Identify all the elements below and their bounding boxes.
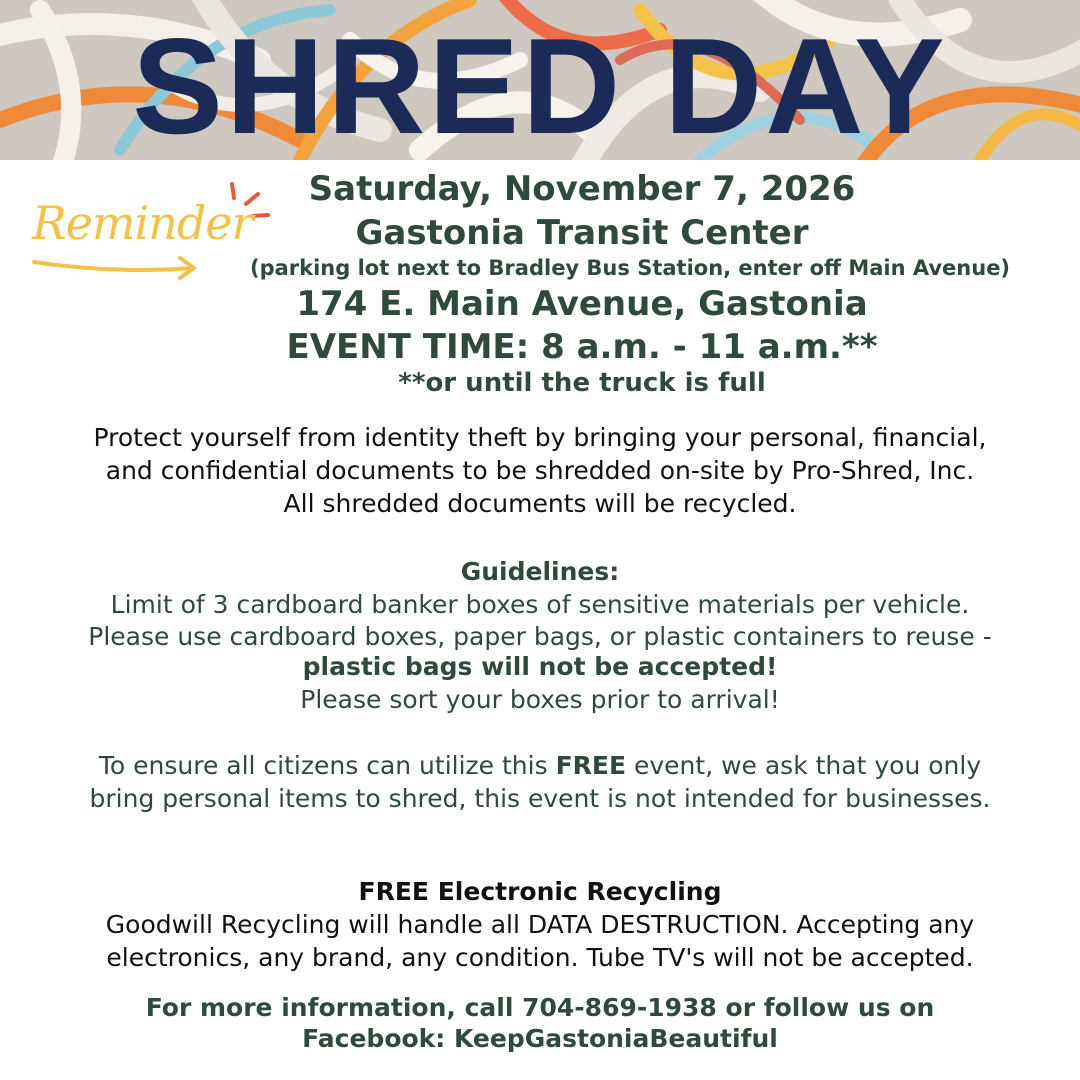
guidelines-line-3: plastic bags will not be accepted! — [302, 652, 778, 681]
electronics-line-1: Goodwill Recycling will handle all DATA DESTRUCTION. Accepting any — [105, 910, 975, 939]
guidelines-line-4: Please sort your boxes prior to arrival! — [300, 685, 780, 714]
free-notice-pre: To ensure all citizens can utilize this — [98, 751, 556, 780]
guidelines-heading: Guidelines: — [460, 557, 620, 586]
shredded-paper-banner — [0, 0, 1080, 160]
contact-line-1: For more information, call 704-869-1938 or follow us on — [145, 993, 935, 1022]
free-notice-line-1 — [0, 751, 1080, 780]
event-venue: Gastonia Transit Center — [355, 213, 809, 253]
event-time-note: **or until the truck is full — [398, 368, 766, 398]
electronics-line-2: electronics, any brand, any condition. Tube TV's will not be accepted. — [106, 943, 974, 972]
parking-note: (parking lot next to Bradley Bus Station, enter off Main Avenue) — [249, 256, 1011, 280]
event-time: EVENT TIME: 8 a.m. - 11 a.m.** — [286, 327, 878, 367]
reminder-label: Reminder — [32, 196, 253, 250]
contact-line-2: Facebook: KeepGastoniaBeautiful — [302, 1024, 778, 1053]
free-notice-post: event, we ask that you only — [626, 751, 982, 780]
guidelines-line-2: Please use cardboard boxes, paper bags, or plastic containers to reuse - — [88, 622, 992, 651]
intro-line-1: Protect yourself from identity theft by bringing your personal, financial, — [93, 423, 987, 452]
intro-line-3: All shredded documents will be recycled. — [283, 489, 797, 518]
event-date: Saturday, November 7, 2026 — [308, 169, 856, 209]
electronics-heading: FREE Electronic Recycling — [358, 877, 722, 906]
free-notice-line-2: bring personal items to shred, this event is not intended for businesses. — [89, 784, 991, 813]
free-notice-bold: FREE — [555, 751, 627, 780]
guidelines-line-1: Limit of 3 cardboard banker boxes of sensitive materials per vehicle. — [110, 590, 970, 619]
intro-line-2: and confidential documents to be shredded on-site by Pro-Shred, Inc. — [105, 456, 975, 485]
page-title: SHRED DAY — [132, 10, 948, 160]
event-address: 174 E. Main Avenue, Gastonia — [296, 284, 868, 324]
